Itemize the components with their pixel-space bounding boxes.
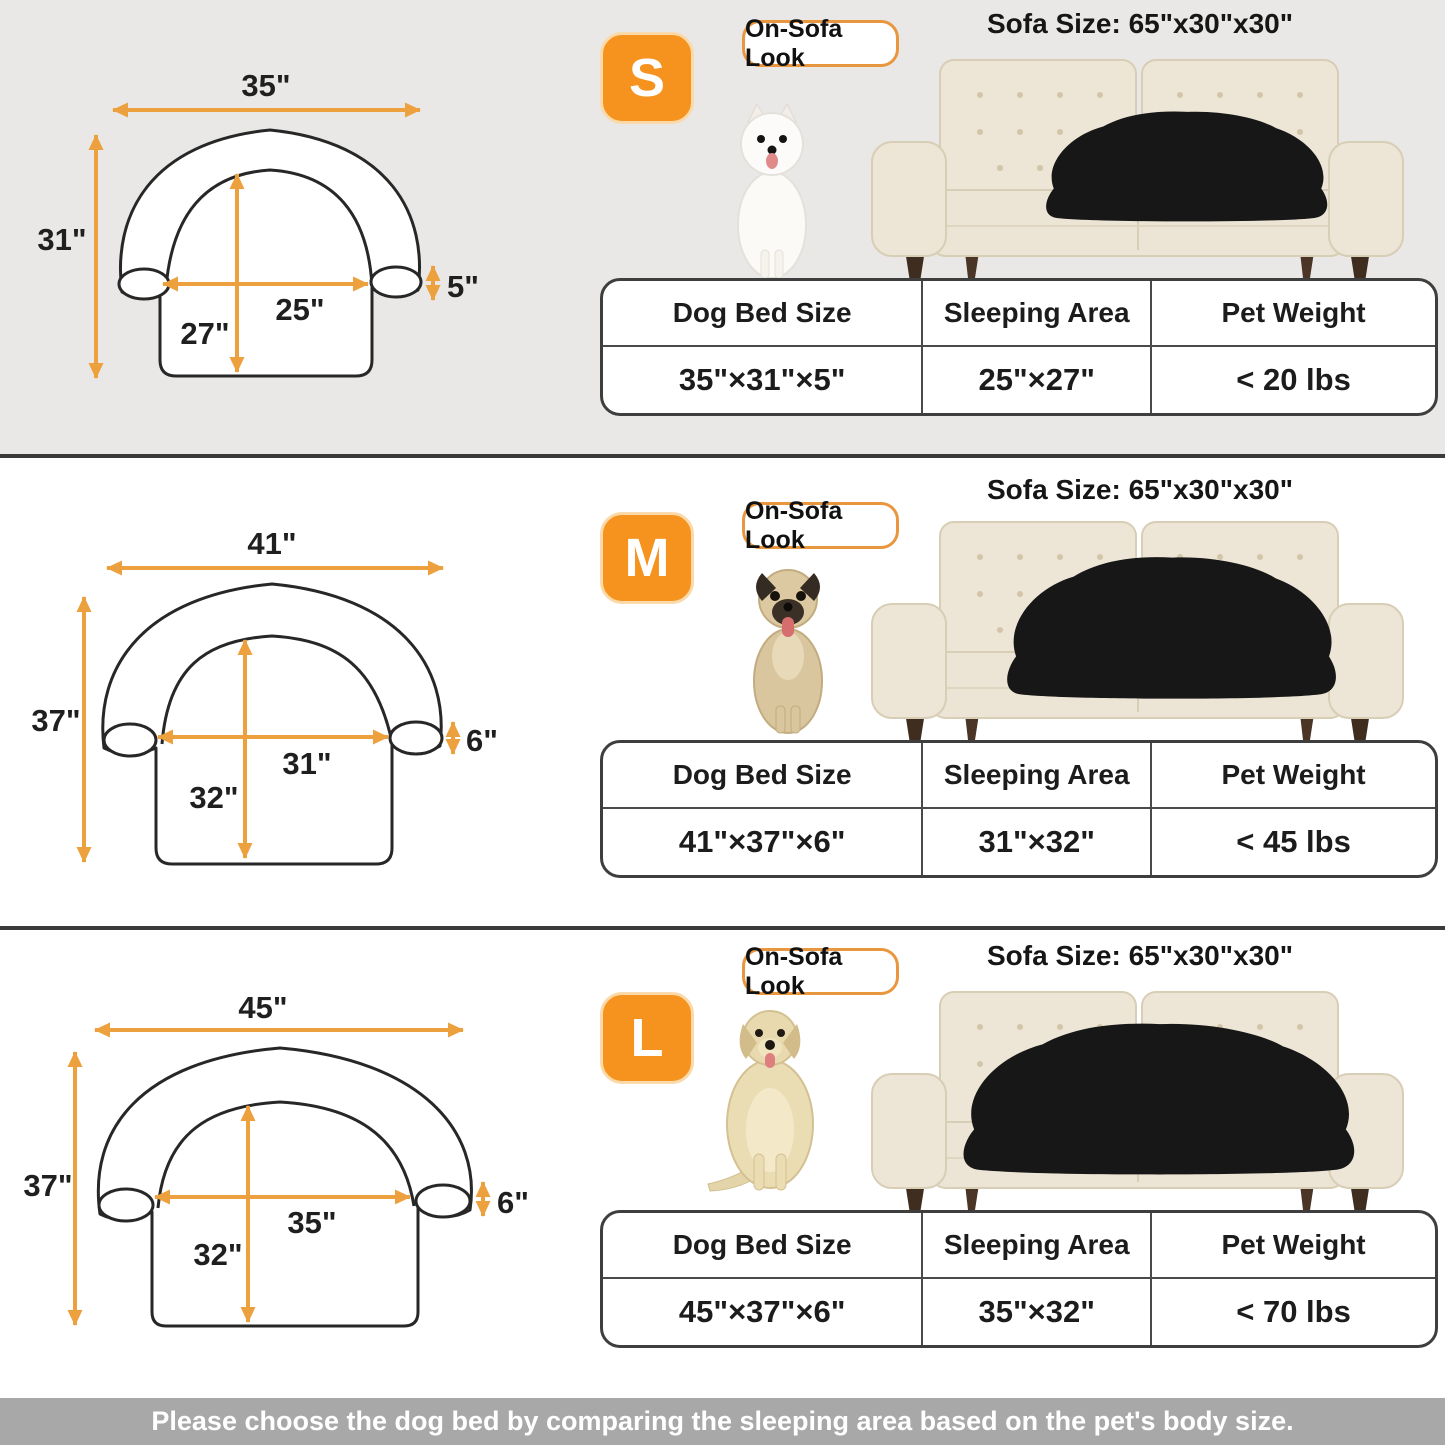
size-chart-row-s [0,0,1445,458]
bolster-dim-label: 6" [497,1185,529,1220]
size-badge-s: S [600,32,694,124]
bed-top-view-outline [98,1048,471,1326]
banner-text: Please choose the dog bed by comparing the sleeping area based on the pet's body size. [151,1406,1294,1436]
size-chart-row-m [0,458,1445,930]
height-dim-label: 37" [31,703,81,738]
sleep-width-dim-label: 35" [287,1205,337,1240]
table-header-pet-weight: Pet Weight [1152,1213,1435,1279]
sleep-width-dim-label: 25" [275,292,325,327]
bolster-dim-label: 5" [447,269,479,304]
labrador-dog-image [692,1002,837,1197]
bottom-note-banner [0,1398,1445,1445]
height-dim-label: 37" [23,1168,73,1203]
table-value-dog-bed-size: 41"×37"×6" [603,809,923,875]
on-sofa-look-badge: On-Sofa Look [742,502,899,549]
table-value-pet-weight: < 45 lbs [1236,824,1351,859]
bed-dimension-diagram-s [0,0,580,458]
sleep-width-dim-label: 31" [282,746,332,781]
pug-shape [754,570,822,733]
size-table-m [600,740,1438,878]
height-dim-label: 31" [37,222,87,257]
bed-dimension-diagram-m [0,458,580,926]
sleep-height-dim-label: 32" [193,1237,243,1272]
size-table-s [600,278,1438,416]
width-dim-label: 45" [238,990,288,1025]
pomeranian-shape [738,104,806,278]
bed-dimension-diagram-l [0,930,580,1385]
sleep-height-dim-label: 32" [189,780,239,815]
table-header-dog-bed-size: Dog Bed Size [603,1213,923,1279]
table-header-sleeping-area: Sleeping Area [923,281,1152,347]
table-header-dog-bed-size: Dog Bed Size [603,281,923,347]
black-fluffy-bed-on-sofa [1000,550,1345,702]
width-dim-label: 35" [241,68,291,103]
on-sofa-look-badge: On-Sofa Look [742,948,899,995]
pomeranian-dog-image [730,100,814,285]
table-value-pet-weight: < 70 lbs [1236,1294,1351,1329]
size-badge-l: L [600,992,694,1084]
bolster-dim-label: 6" [466,723,498,758]
width-dim-label: 41" [247,526,297,561]
on-sofa-look-badge: On-Sofa Look [742,20,899,67]
table-header-pet-weight: Pet Weight [1152,281,1435,347]
table-value-dog-bed-size: 45"×37"×6" [603,1279,923,1345]
size-table-l [600,1210,1438,1348]
sofa-size-title: Sofa Size: 65"x30"x30" [987,474,1293,505]
pug-dog-image [738,561,838,736]
black-fluffy-bed-on-sofa [955,1016,1365,1178]
table-header-sleeping-area: Sleeping Area [923,1213,1152,1279]
size-chart-row-l [0,930,1445,1385]
table-value-sleeping-area: 25"×27" [923,347,1152,413]
size-badge-m: M [600,512,694,604]
bed-top-view-outline [119,130,421,376]
table-value-dog-bed-size: 35"×31"×5" [603,347,923,413]
table-value-pet-weight: < 20 lbs [1236,362,1351,397]
sofa-size-title: Sofa Size: 65"x30"x30" [987,940,1293,971]
table-value-sleeping-area: 35"×32" [923,1279,1152,1345]
table-value-sleeping-area: 31"×32" [923,809,1152,875]
sleep-height-dim-label: 27" [180,316,230,351]
table-header-pet-weight: Pet Weight [1152,743,1435,809]
labrador-shape [708,1011,813,1191]
table-header-dog-bed-size: Dog Bed Size [603,743,923,809]
bed-top-view-outline [103,584,442,864]
table-header-sleeping-area: Sleeping Area [923,743,1152,809]
black-fluffy-bed-on-sofa [1040,106,1335,224]
sofa-size-title: Sofa Size: 65"x30"x30" [987,8,1293,39]
